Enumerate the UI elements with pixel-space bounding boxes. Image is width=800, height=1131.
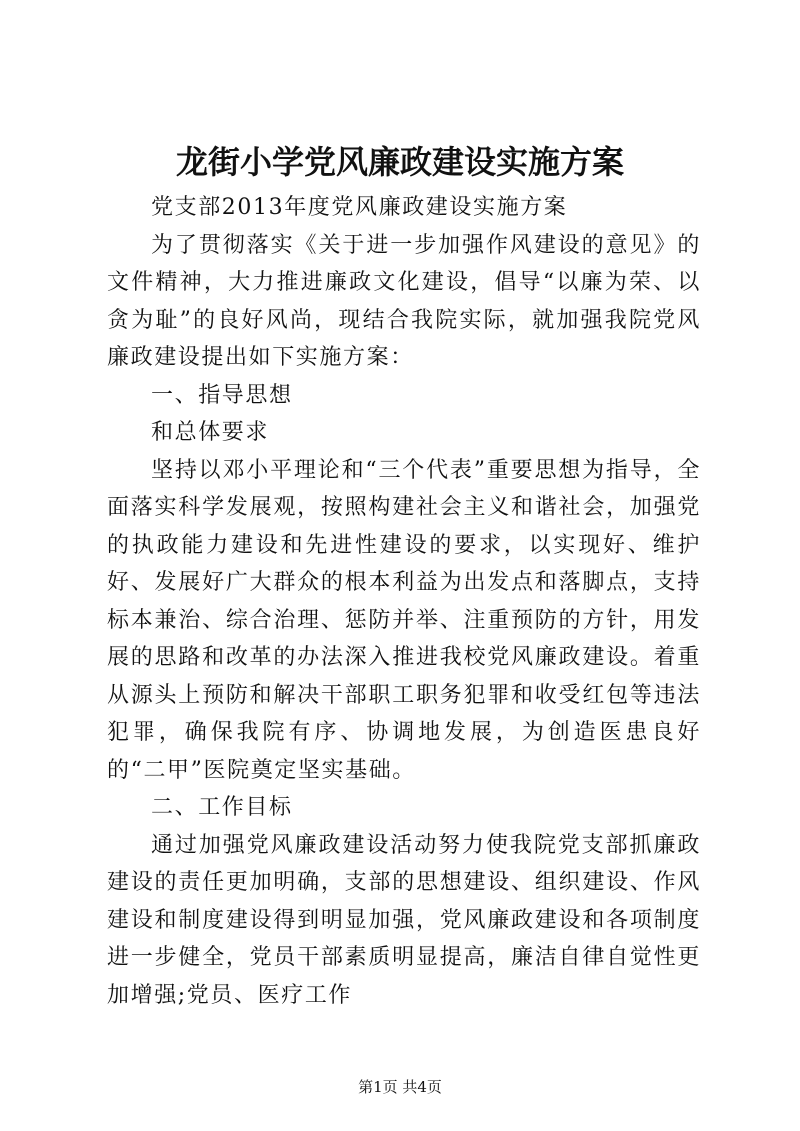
guiding-thought-paragraph: 坚持以邓小平理论和“三个代表”重要思想为指导，全面落实科学发展观，按照构建社会主义和谐社会，加强党的执政能力建设和先进性建设的要求，以实现好、维护好、发展好广大群众的根本利益为出发点和落脚点，支持标本兼治、综合治理、惩防并举、注重预防的方针，用发展的思路和改革的办法深入推进我校党风廉政建设。着重从源头上预防和解决干部职工职务犯罪和收受红包等违法犯罪，确保我院有序、协调地发展，为创造医患良好的“二甲”医院奠定坚实基础。 <box>107 457 701 783</box>
section-heading-guiding-thought: 一、指导思想 <box>151 382 293 408</box>
page-footer: 第1页 共4页 <box>358 1078 442 1096</box>
section-heading-overall-requirements: 和总体要求 <box>151 420 270 445</box>
section-heading-work-goals: 二、工作目标 <box>151 795 293 820</box>
subtitle-paragraph: 党支部2013年度党风廉政建设实施方案 <box>151 195 568 220</box>
document-body <box>107 189 701 1014</box>
document-title: 龙街小学党风廉政建设实施方案 <box>175 143 624 181</box>
intro-paragraph: 为了贯彻落实《关于进一步加强作风建设的意见》的文件精神，大力推进廉政文化建设，倡导“以廉为荣、以贪为耻”的良好风尚，现结合我院实际，就加强我院党风廉政建设提出如下实施方案： <box>107 232 701 370</box>
work-goals-paragraph: 通过加强党风廉政建设活动努力使我院党支部抓廉政建设的责任更加明确，支部的思想建设、组织建设、作风建设和制度建设得到明显加强，党风廉政建设和各项制度进一步健全，党员干部素质明显提高，廉洁自律自觉性更加增强;党员、医疗工作 <box>107 832 701 1008</box>
